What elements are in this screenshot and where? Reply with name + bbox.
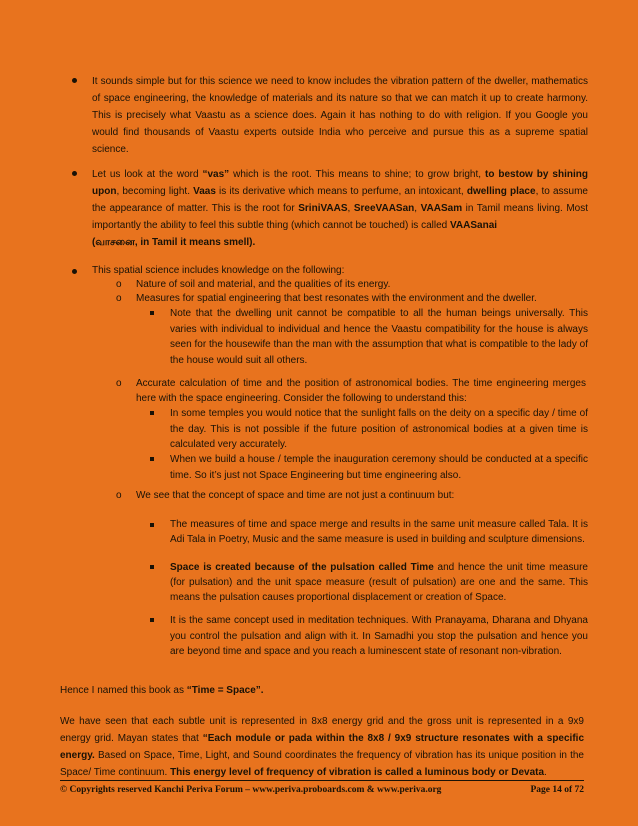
- square-item-text: Space is created because of the pulsation called Time and hence the unit time measure (for pulsation) and the unit space measure (result of pulsation) are one and the same. This means the pulsation causes proportional displacement or creation of Space.: [170, 562, 588, 603]
- square-bullet-icon: [150, 411, 154, 415]
- square-item-text: It is the same concept used in meditation techniques. With Pranayama, Dharana and Dhyana you control the pulsation and align with it. In Samadhi you stop the pulsation and hence you are beyond time and space and you reach a luminescent state of resonant non-vibration.: [170, 615, 588, 657]
- square-bullet-icon: [150, 457, 154, 461]
- sub-item-text: Nature of soil and material, and the qualities of its energy.: [136, 279, 391, 290]
- sub-item-text: Measures for spatial engineering that best resonates with the environment and the dweller.: [136, 293, 537, 304]
- square-item-text: When we build a house / temple the inauguration ceremony should be conducted at a specific time. So it’s just not Space Engineering but time engineering also.: [170, 454, 588, 481]
- sub-item-text: We see that the concept of space and time are not just a continuum but:: [136, 490, 455, 501]
- square-bullet-icon: [150, 565, 154, 569]
- square-bullet-icon: [150, 523, 154, 527]
- bullet-text: This spatial science includes knowledge on the following:: [92, 265, 345, 276]
- bullet-dot: [72, 78, 77, 83]
- square-bullet-icon: [150, 311, 154, 315]
- square-item-text: The measures of time and space merge and results in the same unit measure called Tala. It is Adi Tala in Poetry, Music and the same measure is used in building and sculpture dimensions.: [170, 519, 588, 545]
- footer-divider: [60, 780, 584, 781]
- sub-item-text: Accurate calculation of time and the position of astronomical bodies. The time engineering merges here with the space engineering. Consider the following to understand this:: [136, 378, 586, 404]
- circle-bullet-icon: o: [116, 378, 122, 389]
- square-item-text: Note that the dwelling unit cannot be compatible to all the human beings universally. This varies with individual to individual and hence the Vaastu compatibility for the house is always seen for the housewife than the man with the assumption that what is compatible to the lady of the house would suit all others.: [170, 308, 588, 366]
- square-item-text: In some temples you would notice that the sunlight falls on the deity on a specific day / time of the day. This is not possible if the future position of astronomical bodies at a given time is calculated very accurately.: [170, 408, 588, 450]
- bullet-text: Let us look at the word “vas” which is the root. This means to shine; to grow bright, to bestow by shining upon, becoming light. Vaas is its derivative which means to perfume, an intoxicant, dwelling place, to assume the appearance of matter. This is the root for SriniVAAS, SreeVAASan, VAASam in Tamil means living. Most importantly the ability to feel this subtle thing (which cannot be touched) is called VAASanai (வாசனை, in Tamil it means smell).: [92, 169, 588, 248]
- circle-bullet-icon: o: [116, 279, 122, 290]
- paragraph: We have seen that each subtle unit is represented in 8x8 energy grid and the gross unit is represented in a 9x9 energy grid. Mayan states that “Each module or pada within the 8x8 / 9x9 structure resonates with a specific energy. Based on Space, Time, Light, and Sound coordinates the frequency of vibration has its unique position in the Space/ Time continuum. This energy level of frequency of vibration is called a luminous body or Devata.: [60, 716, 585, 778]
- bullet-dot: [72, 171, 77, 176]
- bullet-text: It sounds simple but for this science we need to know includes the vibration pattern of the dweller, mathematics of space engineering, the knowledge of materials and its nature so that we can match it up to create harmony. This is precisely what Vaastu as a science does. Again it has nothing to do with religion. If you Google you would find thousands of Vaastu experts outside India who perceive and pursue this as a supreme spatial science.: [92, 76, 588, 155]
- bullet-dot: [72, 269, 77, 274]
- circle-bullet-icon: o: [116, 293, 122, 304]
- page-footer: [60, 785, 584, 795]
- footer-copyright: © Copyrights reserved Kanchi Periva Forum – www.periva.proboards.com & www.periva.org: [60, 785, 442, 795]
- paragraph: Hence I named this book as “Time = Space”.: [60, 685, 264, 696]
- circle-bullet-icon: o: [116, 490, 122, 501]
- page-number: Page 14 of 72: [530, 785, 584, 795]
- square-bullet-icon: [150, 618, 154, 622]
